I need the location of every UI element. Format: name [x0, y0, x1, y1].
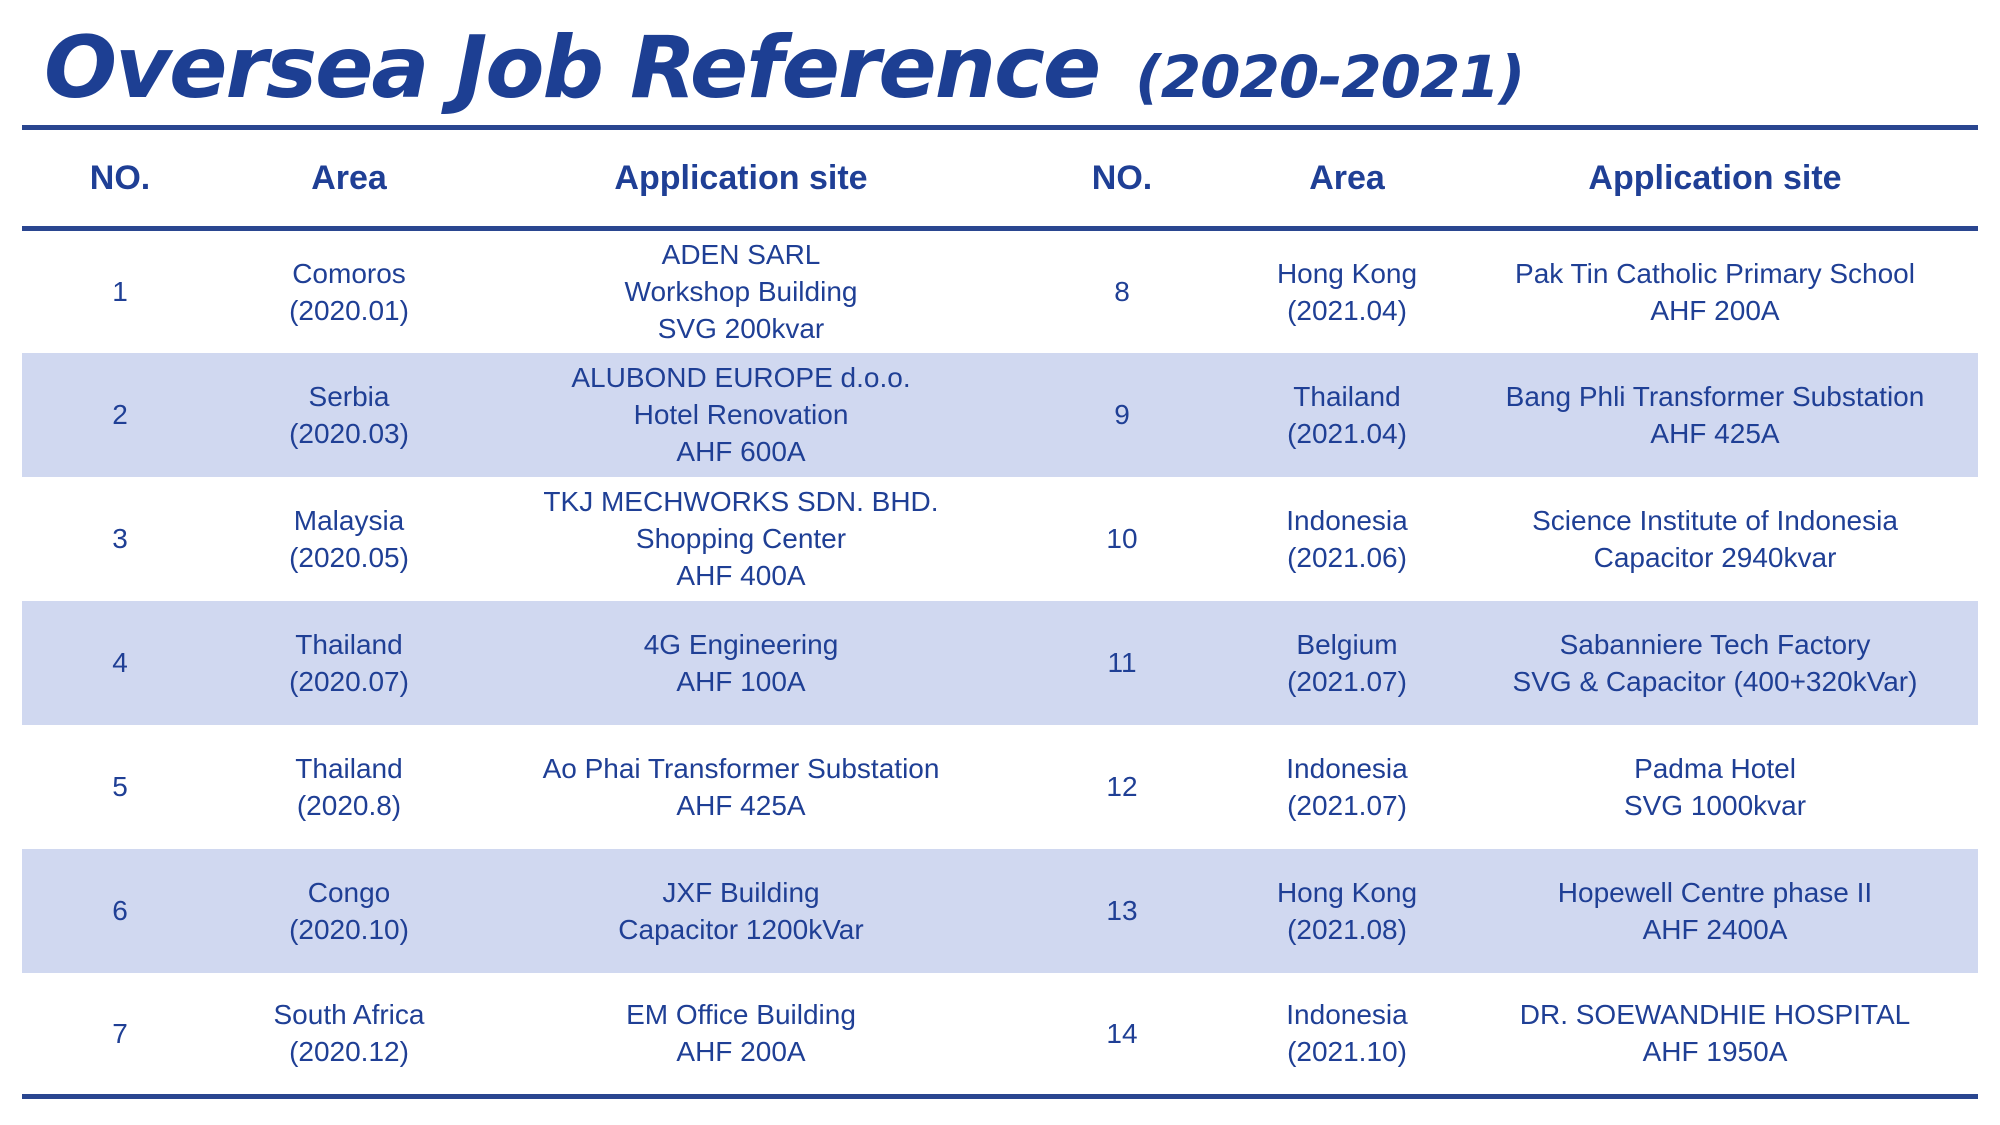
area-cell-line: (2020.12)	[289, 1036, 409, 1068]
application-site-cell-line: TKJ MECHWORKS SDN. BHD.	[543, 486, 939, 517]
table-row	[22, 601, 1978, 725]
application-site-cell-line: SVG 1000kvar	[1623, 789, 1807, 821]
application-site-cell-line: AHF 100A	[676, 665, 806, 697]
application-site-cell-line: Sabanniere Tech Factory	[1559, 628, 1871, 660]
application-site-cell	[1452, 229, 1978, 353]
job-number-cell: 11	[1107, 647, 1137, 678]
job-number-cell: 5	[112, 771, 128, 802]
area-cell	[1242, 849, 1452, 973]
application-site-cell-line: Bang Phli Transformer Substation	[1505, 380, 1925, 412]
application-site-cell-line: AHF 425A	[676, 789, 806, 821]
table-row	[22, 725, 1978, 849]
area-cell-line: Serbia	[308, 380, 390, 412]
table-row	[22, 229, 1978, 353]
title-main: Oversea Job Reference	[44, 18, 1100, 118]
area-cell	[218, 601, 480, 725]
job-number-cell: 2	[112, 399, 128, 430]
job-number-cell: 12	[1106, 771, 1138, 802]
application-site-cell-line: SVG 200kvar	[657, 313, 825, 345]
area-cell	[1242, 477, 1452, 601]
area-cell	[218, 477, 480, 601]
area-cell-line: (2020.01)	[289, 294, 409, 326]
application-site-cell-line: Hotel Renovation	[633, 399, 849, 430]
job-reference-table	[22, 125, 1978, 1099]
area-cell-line: (2020.05)	[289, 541, 409, 573]
job-number-cell: 7	[112, 1017, 128, 1049]
area-cell-line: South Africa	[273, 999, 425, 1031]
application-site-cell-line: AHF 200A	[1650, 294, 1780, 326]
application-site-cell-line: ALUBOND EUROPE d.o.o.	[571, 362, 911, 393]
area-cell	[1242, 229, 1452, 353]
application-site-cell-line: AHF 425A	[1650, 417, 1780, 449]
area-cell	[218, 973, 480, 1097]
area-cell-line: (2021.04)	[1287, 417, 1407, 449]
application-site-cell	[480, 477, 1002, 601]
table-row	[22, 973, 1978, 1097]
application-site-cell-line: EM Office Building	[626, 999, 856, 1031]
job-number-cell: 3	[112, 523, 128, 554]
area-cell-line: Thailand	[1293, 380, 1401, 412]
application-site-cell	[480, 849, 1002, 973]
area-cell-line: Malaysia	[293, 504, 405, 536]
job-number-cell: 13	[1106, 895, 1138, 926]
application-site-cell	[1452, 353, 1978, 477]
area-cell-line: (2021.07)	[1287, 665, 1407, 697]
header-site-right: Application site	[1588, 158, 1842, 197]
area-cell-line: (2021.07)	[1287, 789, 1407, 821]
header-site-left: Application site	[614, 158, 868, 197]
page-title	[44, 18, 1524, 118]
job-reference-table-container	[22, 125, 1978, 1099]
application-site-cell-line: Capacitor 1200kVar	[618, 913, 864, 945]
area-cell	[218, 725, 480, 849]
application-site-cell-line: Capacitor 2940kvar	[1593, 541, 1837, 573]
job-number-cell: 14	[1106, 1017, 1138, 1049]
job-number-cell: 9	[1114, 399, 1130, 430]
title-years: (2020-2021)	[1135, 43, 1525, 111]
application-site-cell-line: JXF Building	[662, 876, 820, 908]
application-site-cell-line: Padma Hotel	[1634, 752, 1796, 784]
table-row	[22, 353, 1978, 477]
area-cell-line: Indonesia	[1286, 752, 1408, 784]
application-site-cell-line: Pak Tin Catholic Primary School	[1515, 257, 1915, 289]
area-cell	[218, 849, 480, 973]
area-cell-line: (2021.08)	[1287, 913, 1407, 945]
application-site-cell	[480, 973, 1002, 1097]
area-cell	[218, 229, 480, 353]
area-cell-line: Comoros	[292, 257, 406, 289]
application-site-cell-line: AHF 1950A	[1642, 1036, 1788, 1068]
area-cell-line: Thailand	[295, 752, 403, 784]
application-site-cell	[480, 601, 1002, 725]
job-number-cell: 6	[112, 895, 128, 926]
application-site-cell-line: AHF 2400A	[1642, 913, 1788, 945]
job-number-cell: 10	[1106, 523, 1138, 554]
job-number-cell: 4	[112, 647, 128, 678]
area-cell-line: (2021.10)	[1287, 1036, 1407, 1068]
area-cell-line: Hong Kong	[1276, 257, 1418, 289]
application-site-cell	[1452, 725, 1978, 849]
application-site-cell-line: DR. SOEWANDHIE HOSPITAL	[1519, 999, 1911, 1031]
job-number-cell: 1	[112, 276, 128, 308]
header-area-left: Area	[311, 158, 387, 197]
header-no-left: NO.	[89, 158, 151, 197]
area-cell	[1242, 353, 1452, 477]
area-cell	[1242, 725, 1452, 849]
area-cell-line: (2020.8)	[296, 789, 402, 821]
application-site-cell	[1452, 601, 1978, 725]
area-cell-line: (2021.06)	[1287, 541, 1407, 573]
table-row	[22, 849, 1978, 973]
application-site-cell	[1452, 973, 1978, 1097]
table-body	[22, 229, 1978, 1097]
application-site-cell-line: ADEN SARL	[661, 239, 821, 271]
application-site-cell	[480, 353, 1002, 477]
application-site-cell-line: Shopping Center	[635, 523, 847, 554]
table-header	[22, 128, 1978, 229]
application-site-cell-line: SVG & Capacitor (400+320kVar)	[1512, 665, 1918, 697]
area-cell-line: (2020.03)	[289, 417, 409, 449]
application-site-cell-line: Science Institute of Indonesia	[1532, 504, 1898, 536]
area-cell-line: (2020.07)	[289, 665, 409, 697]
application-site-cell-line: Workshop Building	[624, 276, 858, 308]
table-row	[22, 477, 1978, 601]
application-site-cell-line: Hopewell Centre phase II	[1557, 876, 1873, 908]
header-area-right: Area	[1309, 158, 1385, 197]
area-cell	[1242, 601, 1452, 725]
area-cell-line: (2020.10)	[289, 913, 409, 945]
application-site-cell-line: Ao Phai Transformer Substation	[542, 752, 940, 784]
area-cell-line: Belgium	[1296, 628, 1398, 660]
application-site-cell	[480, 229, 1002, 353]
application-site-cell	[480, 725, 1002, 849]
area-cell	[1242, 973, 1452, 1097]
header-row	[22, 128, 1978, 229]
application-site-cell-line: AHF 400A	[676, 560, 806, 591]
application-site-cell	[1452, 477, 1978, 601]
area-cell-line: Congo	[307, 876, 391, 908]
area-cell-line: Thailand	[295, 628, 403, 660]
job-number-cell: 8	[1114, 276, 1130, 308]
area-cell-line: Indonesia	[1286, 504, 1408, 536]
header-no-right: NO.	[1091, 158, 1153, 197]
application-site-cell-line: 4G Engineering	[643, 628, 839, 660]
application-site-cell-line: AHF 200A	[676, 1036, 806, 1068]
area-cell-line: Hong Kong	[1276, 876, 1418, 908]
application-site-cell-line: AHF 600A	[676, 436, 806, 467]
area-cell	[218, 353, 480, 477]
area-cell-line: Indonesia	[1286, 999, 1408, 1031]
area-cell-line: (2021.04)	[1287, 294, 1407, 326]
application-site-cell	[1452, 849, 1978, 973]
